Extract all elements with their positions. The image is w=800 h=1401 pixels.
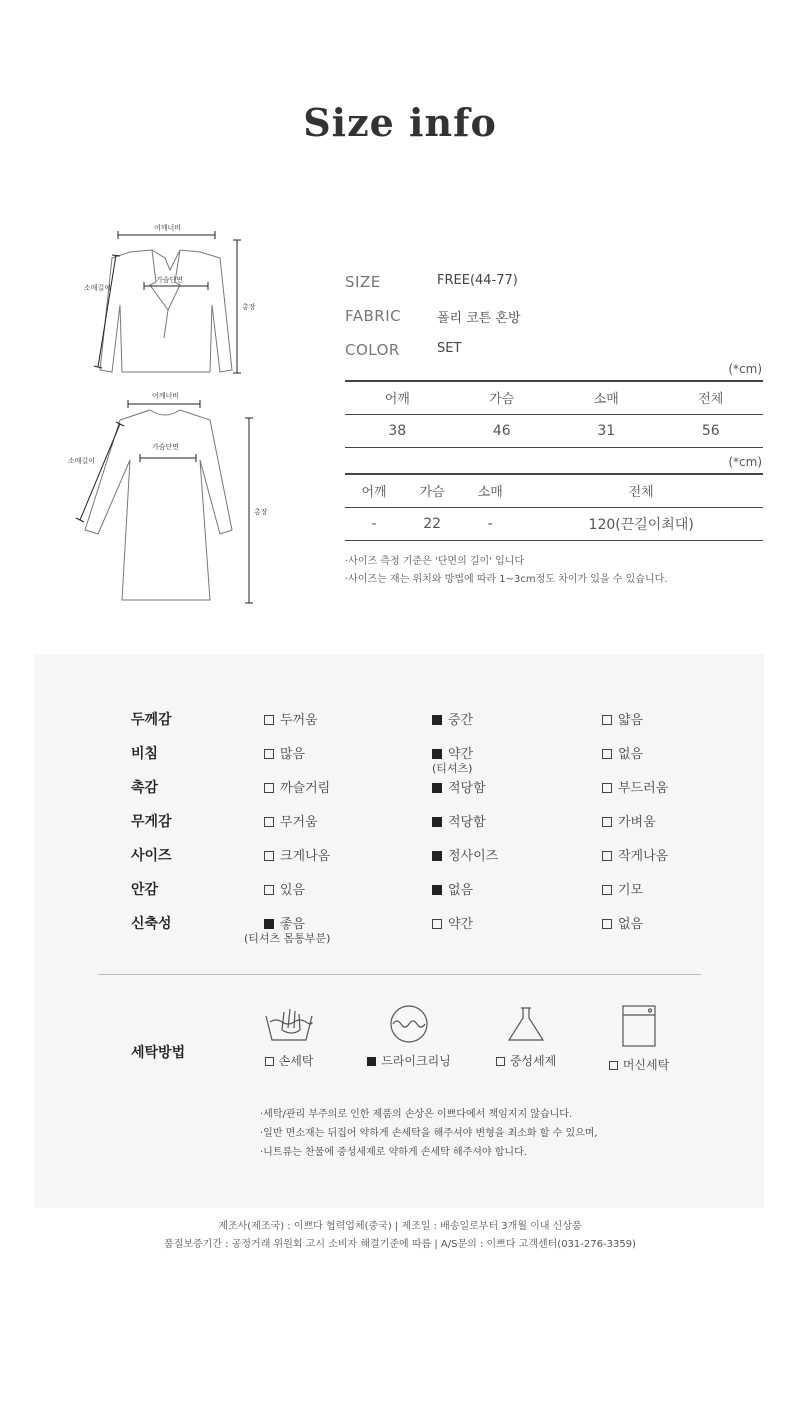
- product-properties-panel: [34, 654, 764, 1208]
- property-row-texture: [34, 777, 764, 811]
- label-shoulder-bottom: 어깨너비: [152, 392, 180, 400]
- header-sleeve: 소매: [593, 392, 619, 408]
- cell-total: 120(끈길이최대): [588, 516, 694, 533]
- property-option: 없음: [602, 743, 643, 762]
- property-label: 비침: [131, 746, 159, 762]
- label-shoulder-top: 어깨너비: [154, 224, 182, 232]
- wash-item-dryclean: [359, 1004, 459, 1069]
- fabric-value: 폴리 코튼 혼방: [437, 311, 521, 326]
- cell-shoulder: 38: [388, 422, 407, 439]
- footer: [0, 1218, 800, 1254]
- table-row: [345, 507, 763, 540]
- garment-diagram: [60, 210, 300, 610]
- washing-notes: [260, 1105, 598, 1162]
- cell-sleeve: -: [487, 515, 493, 532]
- neutral-detergent-icon: [499, 1004, 553, 1044]
- cell-shoulder: -: [371, 515, 377, 532]
- footer-line: 제조사(제조국) : 이쁘다 협력업체(중국) | 제조일 : 배송일로부터 3개월 이내 신상품: [218, 1221, 582, 1232]
- header-chest: 가슴: [419, 485, 445, 501]
- property-row-thickness: [34, 709, 764, 743]
- checkbox-empty-icon: [602, 715, 612, 725]
- property-option: 약간 (티셔츠): [432, 747, 474, 775]
- cell-chest: 46: [492, 422, 511, 439]
- property-option: 약간: [432, 913, 473, 932]
- size-label: SIZE: [345, 273, 381, 291]
- checkbox-empty-icon: [264, 715, 274, 725]
- label-length-top: 총장: [242, 303, 256, 311]
- property-label: 신축성: [131, 916, 172, 932]
- cell-chest: 22: [423, 515, 442, 532]
- size-value: FREE(44-77): [437, 273, 518, 288]
- washing-note: ·니트류는 찬물에 중성세제로 약하게 손세탁 해주셔야 합니다.: [260, 1147, 527, 1158]
- property-option: 기모: [602, 879, 643, 898]
- property-row-stretch: [34, 913, 764, 947]
- wash-option: 중성세제: [476, 1052, 576, 1069]
- wash-item-machine: [589, 1004, 689, 1073]
- machine-wash-icon: [612, 1004, 666, 1048]
- checkbox-empty-icon: [602, 783, 612, 793]
- checkbox-empty-icon: [265, 1057, 274, 1066]
- color-value: SET: [437, 341, 462, 356]
- checkbox-empty-icon: [609, 1061, 618, 1070]
- label-chest-bottom: 가슴단면: [152, 443, 180, 451]
- property-option: 적당함: [432, 777, 486, 796]
- property-option: 없음: [602, 913, 643, 932]
- washing-note: ·일반 면소재는 뒤집어 약하게 손세탁을 해주셔야 변형을 최소화 할 수 있으며,: [260, 1128, 598, 1139]
- property-option: 적당함: [432, 811, 486, 830]
- checkbox-empty-icon: [602, 885, 612, 895]
- cell-sleeve: 31: [597, 422, 616, 439]
- checkbox-empty-icon: [264, 749, 274, 759]
- wash-option: 머신세탁: [589, 1056, 689, 1073]
- checkbox-empty-icon: [432, 919, 442, 929]
- property-label: 안감: [131, 882, 159, 898]
- checkbox-filled-icon: [432, 749, 442, 759]
- label-sleeve-bottom: 소매길이: [68, 457, 96, 465]
- checkbox-filled-icon: [367, 1057, 376, 1066]
- wash-item-neutral: [476, 1004, 576, 1069]
- size-note: ·사이즈 측정 기준은 '단면의 길이' 입니다: [345, 556, 525, 567]
- checkbox-filled-icon: [432, 817, 442, 827]
- header-total: 전체: [698, 392, 724, 408]
- label-chest-top: 가슴단면: [156, 276, 184, 284]
- option-note: (티셔츠): [432, 762, 473, 775]
- property-option: 있음: [264, 879, 305, 898]
- property-option: 까슬거림: [264, 777, 330, 796]
- property-row-fit: [34, 845, 764, 879]
- hand-wash-icon: [262, 1004, 316, 1044]
- checkbox-empty-icon: [264, 817, 274, 827]
- section-divider: [98, 974, 701, 975]
- checkbox-empty-icon: [602, 817, 612, 827]
- property-row-lining: [34, 879, 764, 913]
- wash-item-hand: [239, 1004, 339, 1069]
- checkbox-filled-icon: [264, 919, 274, 929]
- header-total: 전체: [628, 485, 654, 501]
- property-option: 무거움: [264, 811, 318, 830]
- property-option: 좋음 (티셔츠 몸통부분): [244, 917, 331, 945]
- footer-line: 품질보증기간 : 공정거래 위원회 고시 소비자 해결기준에 따름 | A/S문의 : 이쁘다 고객센터(031-276-3359): [164, 1239, 636, 1250]
- size-notes: [345, 553, 667, 589]
- cell-total: 56: [701, 422, 720, 439]
- checkbox-empty-icon: [602, 851, 612, 861]
- checkbox-empty-icon: [602, 749, 612, 759]
- label-length-bottom: 총장: [254, 508, 268, 516]
- color-label: COLOR: [345, 341, 400, 359]
- property-label: 촉감: [131, 780, 159, 796]
- property-row-sheerness: [34, 743, 764, 777]
- checkbox-empty-icon: [602, 919, 612, 929]
- property-label: 사이즈: [131, 848, 172, 864]
- size-table: [345, 473, 763, 541]
- property-option: 없음: [432, 879, 473, 898]
- property-option: 많음: [264, 743, 305, 762]
- size-note: ·사이즈는 재는 위치와 방법에 따라 1~3cm정도 차이가 있을 수 있습니다.: [345, 574, 668, 585]
- checkbox-filled-icon: [432, 715, 442, 725]
- table-header-row: [345, 474, 763, 507]
- property-option: 두꺼움: [264, 709, 318, 728]
- header-sleeve: 소매: [477, 485, 503, 501]
- property-option: 부드러움: [602, 777, 668, 796]
- option-note: (티셔츠 몸통부분): [244, 932, 331, 945]
- checkbox-empty-icon: [496, 1057, 505, 1066]
- label-sleeve-top: 소매길이: [84, 284, 112, 292]
- checkbox-empty-icon: [264, 851, 274, 861]
- dry-clean-icon: [382, 1004, 436, 1044]
- header-chest: 가슴: [489, 392, 515, 408]
- checkbox-filled-icon: [432, 851, 442, 861]
- fabric-label: FABRIC: [345, 307, 402, 325]
- header-shoulder: 어깨: [361, 485, 387, 501]
- property-option: 크게나옴: [264, 845, 330, 864]
- table-unit: (*cm): [728, 362, 762, 376]
- property-option: 가벼움: [602, 811, 656, 830]
- table-header-row: [345, 381, 763, 414]
- wash-option: 드라이크리닝: [359, 1052, 459, 1069]
- property-option: 작게나옴: [602, 845, 668, 864]
- checkbox-filled-icon: [432, 885, 442, 895]
- property-label: 두께감: [131, 712, 172, 728]
- checkbox-empty-icon: [264, 783, 274, 793]
- page-title: Size info: [303, 100, 497, 145]
- property-option: 중간: [432, 709, 473, 728]
- header-shoulder: 어깨: [384, 392, 410, 408]
- checkbox-empty-icon: [264, 885, 274, 895]
- washing-note: ·세탁/관리 부주의로 인한 제품의 손상은 이쁘다에서 책임지지 않습니다.: [260, 1109, 573, 1120]
- garment-illustration: [60, 210, 300, 610]
- washing-label: 세탁방법: [131, 1045, 186, 1061]
- property-option: 정사이즈: [432, 845, 498, 864]
- property-row-weight: [34, 811, 764, 845]
- size-table: [345, 380, 763, 448]
- checkbox-filled-icon: [432, 783, 442, 793]
- property-label: 무게감: [131, 814, 172, 830]
- wash-option: 손세탁: [239, 1052, 339, 1069]
- table-row: [345, 414, 763, 447]
- table-unit: (*cm): [728, 455, 762, 469]
- property-option: 얇음: [602, 709, 643, 728]
